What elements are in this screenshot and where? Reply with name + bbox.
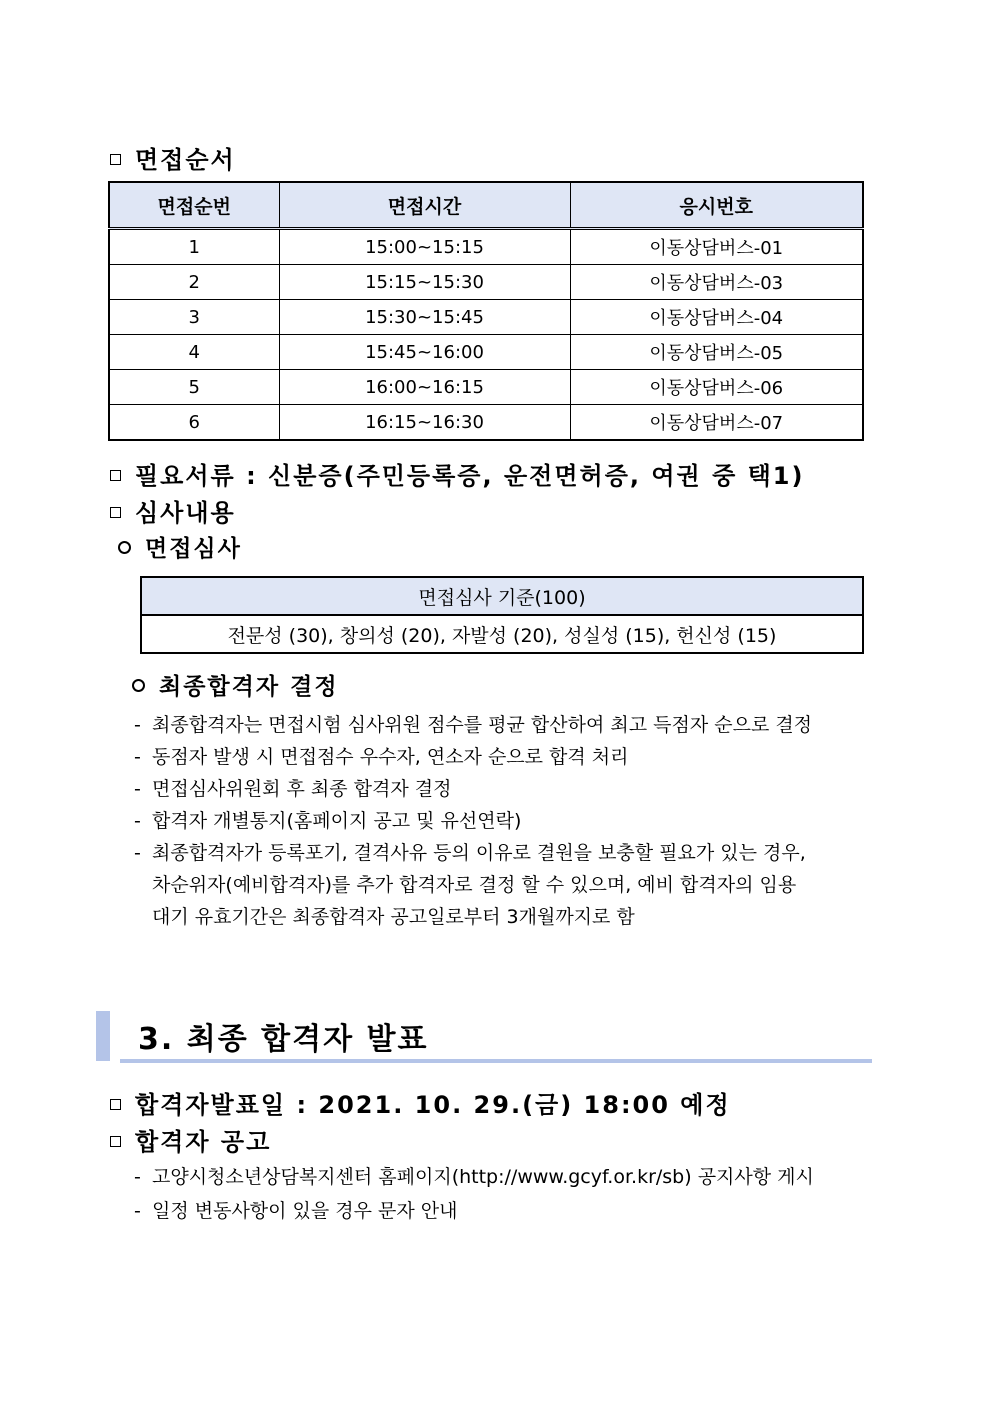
table-row	[109, 229, 863, 265]
dash-marker: -	[134, 1200, 141, 1222]
time-cell: 15:30~15:45	[279, 300, 570, 335]
column-header-time: 면접시간	[279, 182, 570, 229]
interview-review-heading: 면접심사	[118, 530, 242, 563]
time-cell: 15:45~16:00	[279, 335, 570, 370]
interview-order-heading: 면접순서	[110, 140, 236, 175]
required-documents: 필요서류 : 신분증(주민등록증, 운전면허증, 여권 중 택1)	[110, 456, 804, 491]
section-underline	[120, 1059, 872, 1063]
criteria-body-row	[141, 615, 863, 653]
applicant-cell: 이동상담버스-06	[570, 370, 863, 405]
notice-heading: 합격자 공고	[110, 1122, 271, 1157]
applicant-cell: 이동상담버스-03	[570, 265, 863, 300]
order-cell: 6	[109, 405, 279, 441]
square-bullet-icon	[110, 1136, 121, 1147]
circle-bullet-icon	[132, 679, 145, 692]
criteria-table	[140, 576, 864, 654]
list-item: - 고양시청소년상담복지센터 홈페이지(http://www.gcyf.or.kr/sb) 공지사항 게시	[134, 1166, 814, 1188]
review-heading: 심사내용	[110, 493, 236, 528]
square-bullet-icon	[110, 470, 121, 481]
order-cell: 5	[109, 370, 279, 405]
time-cell: 15:00~15:15	[279, 229, 570, 265]
column-header-order: 면접순번	[109, 182, 279, 229]
section-title: 3. 최종 합격자 발표	[138, 1022, 429, 1057]
order-cell: 1	[109, 229, 279, 265]
final-decision-heading: 최종합격자 결정	[132, 668, 339, 701]
dash-marker: -	[134, 810, 141, 832]
order-cell: 4	[109, 335, 279, 370]
criteria-header: 면접심사 기준(100)	[141, 577, 863, 615]
table-row	[109, 405, 863, 441]
list-item: - 면접심사위원회 후 최종 합격자 결정	[134, 778, 452, 800]
criteria-body: 전문성 (30), 창의성 (20), 자발성 (20), 성실성 (15), 헌신성 (15)	[227, 624, 777, 647]
criteria-header-row	[141, 577, 863, 615]
time-cell: 16:00~16:15	[279, 370, 570, 405]
table-row	[109, 370, 863, 405]
square-bullet-icon	[110, 507, 121, 518]
list-item: - 최종합격자는 면접시험 심사위원 점수를 평균 합산하여 최고 득점자 순으로 결정	[134, 714, 813, 736]
time-cell: 16:15~16:30	[279, 405, 570, 441]
list-item-continuation: 대기 유효기간은 최종합격자 공고일로부터 3개월까지로 함	[152, 906, 635, 928]
square-bullet-icon	[110, 1099, 121, 1110]
table-row	[109, 335, 863, 370]
dash-marker: -	[134, 746, 141, 768]
table-row	[109, 265, 863, 300]
applicant-cell: 이동상담버스-04	[570, 300, 863, 335]
interview-schedule-table	[108, 181, 864, 441]
applicant-cell: 이동상담버스-05	[570, 335, 863, 370]
table-row	[109, 300, 863, 335]
list-item: - 일정 변동사항이 있을 경우 문자 안내	[134, 1200, 458, 1222]
time-cell: 15:15~15:30	[279, 265, 570, 300]
announce-date: 합격자발표일 : 2021. 10. 29.(금) 18:00 예정	[110, 1085, 731, 1120]
dash-marker: -	[134, 1166, 141, 1188]
section-accent-bar	[96, 1011, 110, 1061]
dash-marker: -	[134, 842, 141, 864]
table-header-row	[109, 182, 863, 229]
list-item: - 최종합격자가 등록포기, 결격사유 등의 이유로 결원을 보충할 필요가 있는 경우,	[134, 842, 806, 864]
order-cell: 2	[109, 265, 279, 300]
square-bullet-icon	[110, 154, 121, 165]
list-item: - 동점자 발생 시 면접점수 우수자, 연소자 순으로 합격 처리	[134, 746, 629, 768]
circle-bullet-icon	[118, 541, 131, 554]
order-cell: 3	[109, 300, 279, 335]
list-item: - 합격자 개별통지(홈페이지 공고 및 유선연락)	[134, 810, 522, 832]
applicant-cell: 이동상담버스-07	[570, 405, 863, 441]
list-item-continuation: 차순위자(예비합격자)를 추가 합격자로 결정 할 수 있으며, 예비 합격자의 임용	[152, 874, 797, 896]
applicant-cell: 이동상담버스-01	[570, 229, 863, 265]
dash-marker: -	[134, 714, 141, 736]
dash-marker: -	[134, 778, 141, 800]
column-header-applicant-no: 응시번호	[570, 182, 863, 229]
